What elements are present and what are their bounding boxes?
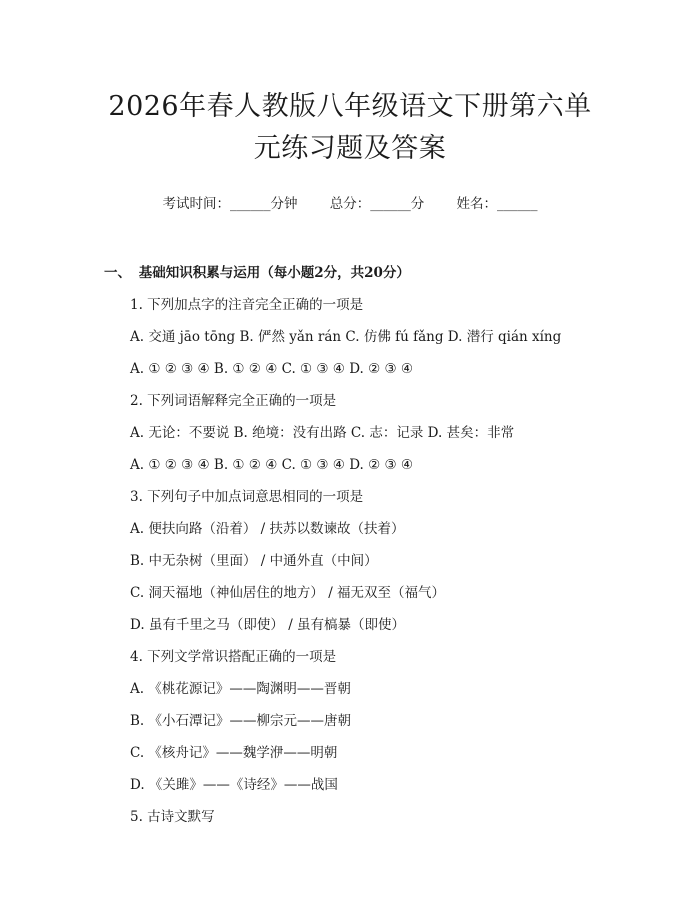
total-score-field: 总分：______分: [329, 196, 425, 212]
question-stem: 1. 下列加点字的注音完全正确的一项是: [130, 297, 364, 313]
answer-options: B. 《小石潭记》——柳宗元——唐朝: [130, 713, 352, 729]
document-title: 2026年春人教版八年级语文下册第六单元练习题及答案: [108, 91, 592, 164]
question-list: [104, 295, 596, 827]
question-stem: 2. 下列词语解释完全正确的一项是: [130, 393, 337, 409]
section-heading: [104, 263, 596, 283]
answer-options: C. 《核舟记》——魏学洢——明朝: [130, 745, 338, 761]
question-stem: 3. 下列句子中加点词意思相同的一项是: [130, 489, 364, 505]
answer-options: B. 中无杂树（里面） / 中通外直（中间）: [130, 553, 378, 569]
answer-options: A. ① ② ③ ④ B. ① ② ④ C. ① ③ ④ D. ② ③ ④: [130, 457, 414, 473]
question-stem: 4. 下列文学常识搭配正确的一项是: [130, 649, 337, 665]
exam-time-field: 考试时间：______分钟: [162, 196, 298, 212]
student-name-field: 姓名：______: [456, 196, 538, 212]
section-number: 一、: [104, 265, 131, 281]
section-title: 基础知识积累与运用（每小题2分，共20分）: [138, 265, 410, 281]
answer-options: A. 便扶向路（沿着） / 扶苏以数谏故（扶着）: [130, 521, 405, 537]
exam-meta: [104, 194, 596, 214]
answer-options: D. 《关雎》——《诗经》——战国: [130, 777, 338, 793]
answer-options: A. 无论：不要说 B. 绝境：没有出路 C. 志：记录 D. 甚矣：非常: [130, 425, 515, 441]
question-stem: 5. 古诗文默写: [130, 809, 215, 825]
answer-options: D. 虽有千里之马（即使） / 虽有槁暴（即使）: [130, 617, 406, 633]
answer-options: A. 交通 jāo tōng B. 俨然 yǎn rán C. 仿佛 fú fǎng D. 潜行 qián xíng: [130, 329, 562, 345]
answer-options: A. ① ② ③ ④ B. ① ② ④ C. ① ③ ④ D. ② ③ ④: [130, 361, 414, 377]
answer-options: C. 洞天福地（神仙居住的地方） / 福无双至（福气）: [130, 585, 446, 601]
answer-options: A. 《桃花源记》——陶渊明——晋朝: [130, 681, 351, 697]
